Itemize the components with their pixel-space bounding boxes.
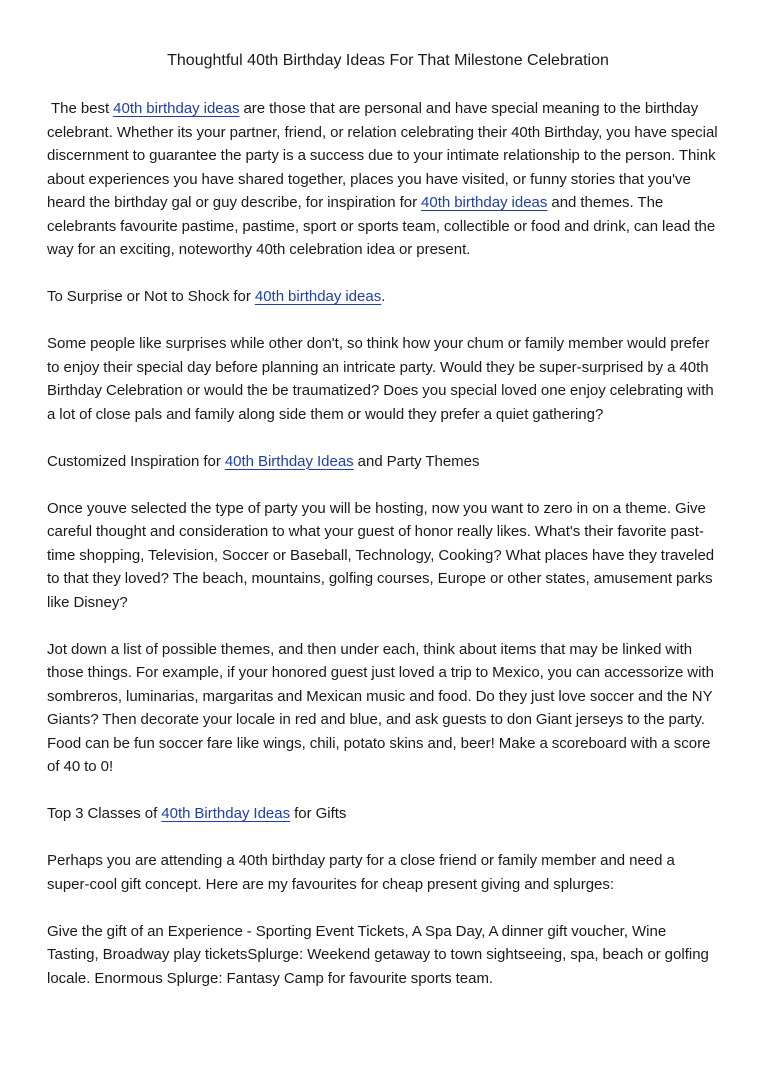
heading-text: for Gifts	[290, 805, 347, 822]
section-heading-surprise	[47, 285, 721, 309]
heading-text: To Surprise or Not to Shock for	[47, 288, 255, 305]
surprise-paragraph: Some people like surprises while other don't, so think how your chum or family member would prefer to enjoy their special day before planning an intricate party. Would they be super-surprised by a 40th Birthday Celebration or would the be traumatized? Does you special loved one enjoy celebrating with a lot of close pals and family along side them or would they prefer a quiet gathering?	[47, 335, 714, 423]
theme-paragraph: Once youve selected the type of party you will be hosting, now you want to zero in on a theme. Give careful thought and consideration to what your guest of honor really likes. What's their favorite past-time shopping, Television, Soccer or Baseball, Technology, Cooking? What places have they traveled to that they loved? The beach, mountains, golfing courses, Europe or other states, amusement parks like Disney?	[47, 499, 715, 611]
paragraph-text: are those that are personal and have special meaning to the birthday celebrant. Whether its your partner, friend, or relation celebrating their 40th Birthday, you have special discernment to guarantee the party is a success due to your intimate relationship to the person. Think about experiences you have shared together, places you have visited, or funny stories that you've heard the birthday gal or guy describe, for inspiration for	[47, 100, 718, 211]
heading-text: Top 3 Classes of	[47, 805, 162, 822]
birthday-ideas-link[interactable]: 40th Birthday Ideas	[224, 452, 354, 470]
gifts-intro-paragraph: Perhaps you are attending a 40th birthday party for a close friend or family member and need a super-cool gift concept. Here are my favourites for cheap present giving and splurges:	[47, 852, 675, 893]
themes-list-paragraph: Jot down a list of possible themes, and then under each, think about items that may be linked with those things. For example, if your honored guest just loved a trip to Mexico, you can accessorize with sombreros, luminarias, margaritas and Mexican music and food. Do they just love soccer and the NY Giants? Then decorate your locale in red and blue, and ask guests to don Giant jerseys to the party. Food can be fun soccer fare like wings, chili, potato skins and, beer! Make a scoreboard with a score of 40 to 0!	[47, 640, 714, 775]
birthday-ideas-link[interactable]: 40th birthday ideas	[421, 194, 548, 211]
section-heading-inspiration	[47, 450, 721, 474]
birthday-ideas-link[interactable]: 40th birthday ideas	[254, 288, 382, 305]
section-heading-gifts	[47, 802, 721, 826]
birthday-ideas-link[interactable]: 40th Birthday Ideas	[161, 805, 291, 822]
paragraph-text: The best	[51, 100, 114, 117]
heading-text: and Party Themes	[353, 452, 480, 470]
page-title: Thoughtful 40th Birthday Ideas For That Milestone Celebration	[167, 52, 609, 69]
heading-text: .	[381, 288, 386, 305]
intro-paragraph	[47, 97, 721, 262]
birthday-ideas-link[interactable]: 40th birthday ideas	[113, 100, 240, 117]
heading-text: Customized Inspiration for	[47, 452, 225, 470]
experience-gift-paragraph: Give the gift of an Experience - Sporting Event Tickets, A Spa Day, A dinner gift voucher, Wine Tasting, Broadway play ticketsSplurge: Weekend getaway to town sightseeing, spa, beach or golfing locale. Enormous Splurge: Fantasy Camp for favourite sports team.	[47, 922, 709, 987]
paragraph-text: and themes. The celebrants favourite pastime, pastime, sport or sports team, collectible or food and drink, can lead the way for an exciting, noteworthy 40th celebration idea or present.	[47, 194, 716, 258]
